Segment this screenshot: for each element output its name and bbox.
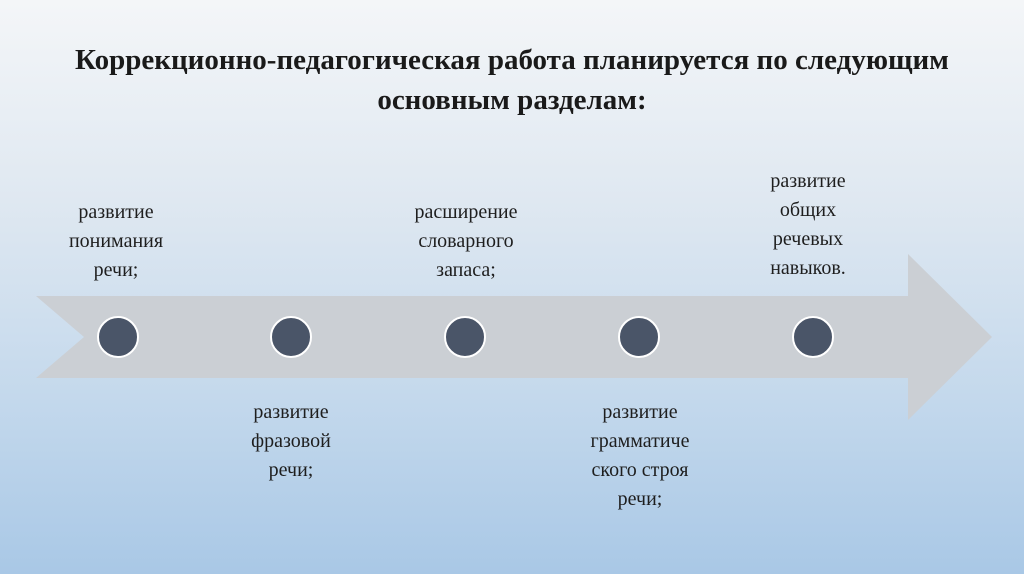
label-grammar: развитие грамматиче ского строя речи; (590, 401, 690, 510)
timeline-node-4 (619, 317, 659, 357)
timeline-node-1 (98, 317, 138, 357)
slide-title: Коррекционно-педагогическая работа планируется по следующим основным разделам: (75, 44, 949, 116)
label-vocabulary: расширение словарного запаса; (414, 201, 518, 281)
timeline-node-2 (271, 317, 311, 357)
label-general-speech-skills: развитие общих речевых навыков. (770, 170, 846, 279)
label-understanding-speech: развитие понимания речи; (68, 201, 164, 281)
label-phrasal-speech: развитие фразовой речи; (251, 401, 331, 481)
timeline-node-3 (445, 317, 485, 357)
timeline-node-5 (793, 317, 833, 357)
